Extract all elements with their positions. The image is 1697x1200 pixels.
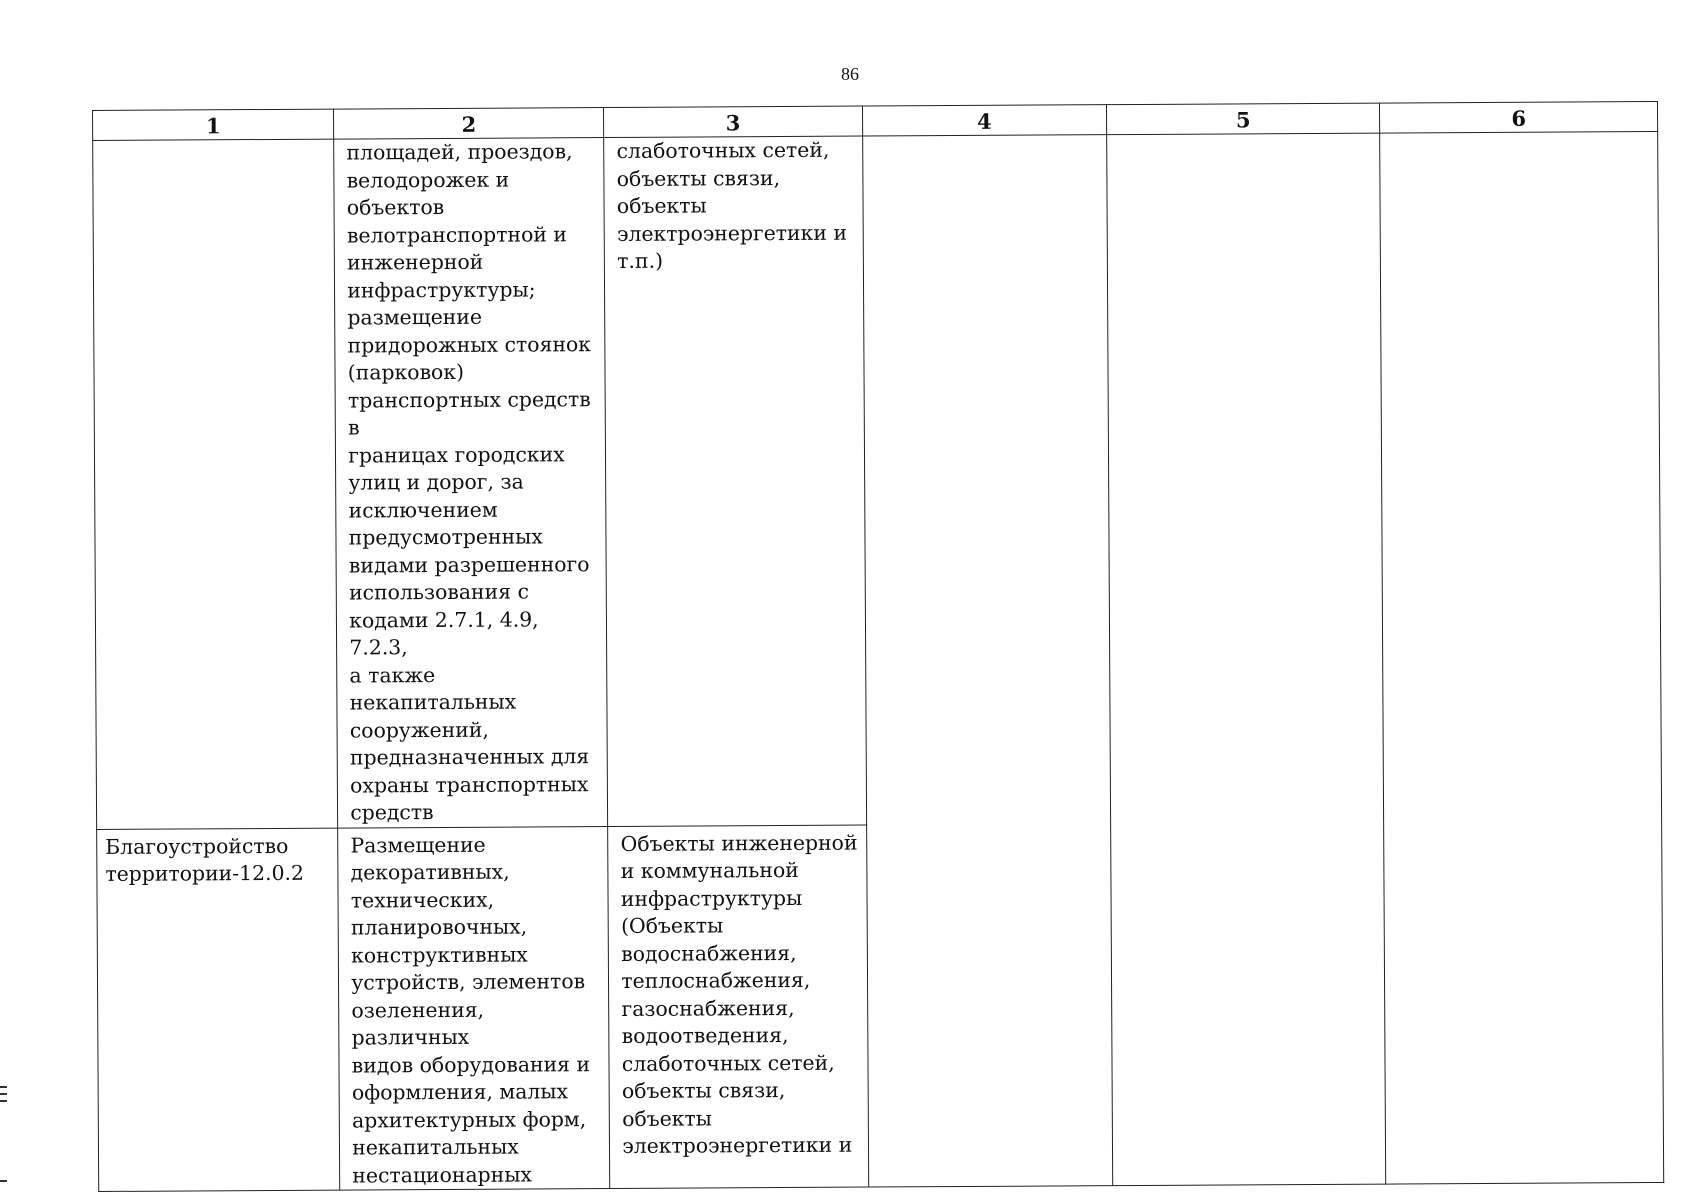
cell-text: слаботочных сетей, объекты связи, объекты электроэнергетики и т.п.) [616,137,848,273]
page-number: 86 [841,64,859,84]
table-cell-land-use-type [97,828,340,1192]
table-cell-objects [604,136,866,826]
table-cell-description [338,826,610,1190]
column-header-1: 1 [93,109,334,140]
cell-text [93,140,333,141]
cell-text [863,135,1106,136]
column-header-3: 3 [604,106,862,137]
cell-text: Объекты инженерной и коммунальной инфраструктуры (Объекты водоснабжения, теплоснабжения, газоснабжения, водоотведения, слаботочных сетей, объекты связи, объекты электроэнергетики и [620,830,858,1158]
table-cell-col-4 [862,135,1113,1187]
cell-text: Благоустройство территории-12.0.2 [105,833,305,886]
table-cell-land-use-type [93,139,338,829]
scan-edge-mark [0,1086,7,1088]
table-row [93,131,1662,829]
column-header-5: 5 [1107,103,1380,135]
cell-text: Размещение декоративных, технических, планировочных, конструктивных устройств, элементов озеленения, различных видов оборудования и оформления, малых архитектурных форм, некапитальных нестационарных [350,832,591,1188]
column-header-6: 6 [1380,101,1658,133]
scan-edge-mark [0,1100,7,1102]
table-cell-objects [608,825,868,1189]
table-cell-col-6 [1380,131,1664,1184]
cell-text [1107,134,1379,136]
column-header-2: 2 [334,108,604,140]
table-cell-description [334,138,608,828]
zoning-table [92,101,1664,1192]
cell-text [1381,132,1658,134]
scan-edge-mark [0,1180,7,1182]
column-header-4: 4 [862,105,1107,136]
scan-edge-mark [0,1093,7,1095]
cell-text: площадей, проездов, велодорожек и объектов велотранспортной и инженерной инфраструктуры; размещение придорожных стоянок (парковок) транспортных средств в границах городских улиц и дорог, за исключением предусмотренных видами разрешенного использования с кодами 2.7.1, 4.9, 7.2.3, а также некапитальных сооружений, предназначенных для охраны транспортных средств [346,139,592,825]
table-cell-col-5 [1107,133,1386,1186]
